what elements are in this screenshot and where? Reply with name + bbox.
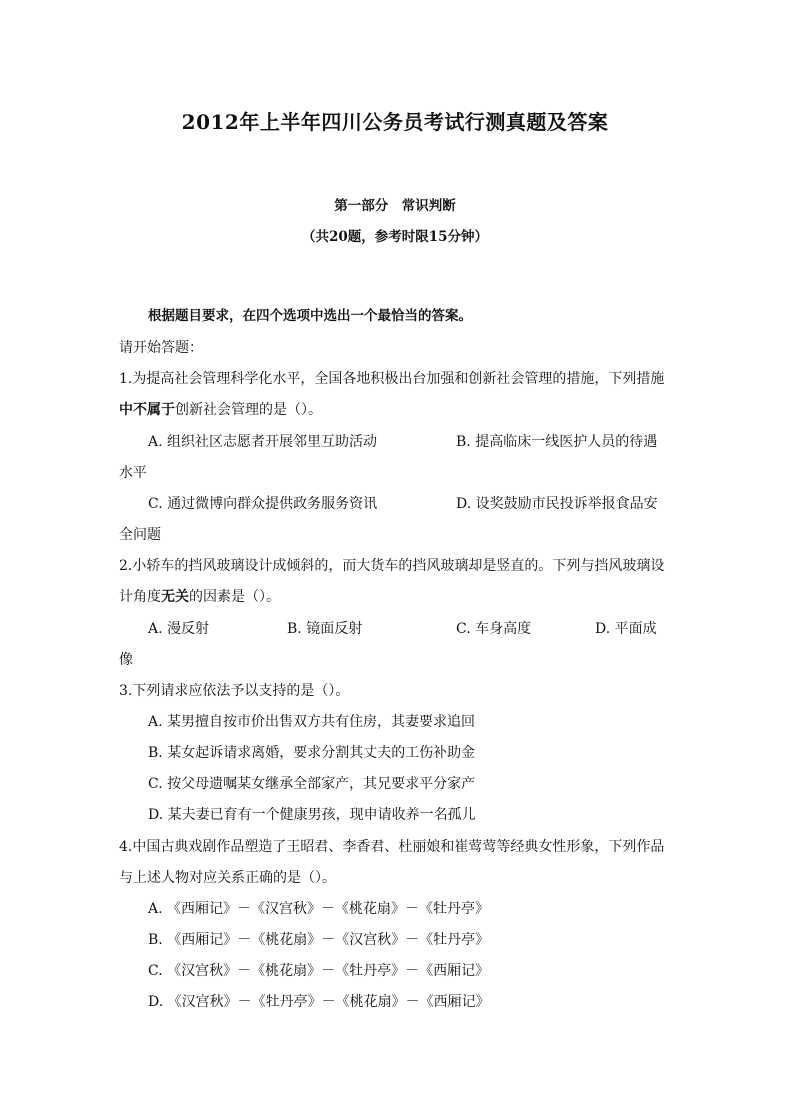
- q2-option-a: A. 漫反射: [148, 621, 210, 637]
- q4-stem-line1: 4.中国古典戏剧作品塑造了王昭君、李香君、杜丽娘和崔莺莺等经典女性形象，下列作品: [119, 839, 665, 855]
- q2-option-b: B. 镜面反射: [287, 621, 363, 637]
- q4-option-a: A. 《西厢记》－《汉宫秋》－《桃花扇》－《牡丹亭》: [148, 901, 490, 917]
- q1-option-b: B. 提高临床一线医护人员的待遇: [456, 434, 658, 450]
- q3-option-d: D. 某夫妻已育有一个健康男孩，现申请收养一名孤儿: [148, 807, 476, 823]
- part-subtitle: （共20题，参考时限15分钟）: [301, 229, 489, 245]
- part-title: 第一部分 常识判断: [334, 198, 456, 214]
- q3-option-a: A. 某男擅自按市价出售双方共有住房，其妻要求追回: [148, 714, 476, 730]
- q1-stem-line2: [119, 400, 322, 420]
- document-title: 2012年上半年四川公务员考试行测真题及答案: [181, 110, 609, 134]
- q4-option-b: B. 《西厢记》－《桃花扇》－《汉宫秋》－《牡丹亭》: [148, 932, 490, 948]
- q2-stem-pre: 计角度: [119, 589, 161, 605]
- q2-option-d-wrap: 像: [119, 652, 133, 668]
- q1-option-d: D. 设奖鼓励市民投诉举报食品安: [456, 496, 658, 512]
- q4-option-d: D. 《汉宫秋》－《牡丹亭》－《桃花扇》－《西厢记》: [148, 994, 490, 1010]
- q2-option-d: D. 平面成: [595, 621, 657, 637]
- q2-stem-rest: 的因素是（）。: [189, 589, 280, 605]
- q1-option-d-wrap: 全问题: [119, 527, 161, 543]
- q4-stem-line2: 与上述人物对应关系正确的是（）。: [119, 870, 336, 886]
- q2-option-c: C. 车身高度: [456, 621, 532, 637]
- q3-option-c: C. 按父母遗嘱某女继承全部家产，其兄要求平分家产: [148, 776, 476, 792]
- instruction-text: 根据题目要求，在四个选项中选出一个最恰当的答案。: [148, 308, 472, 324]
- q1-option-c: C. 通过微博向群众提供政务服务资讯: [148, 496, 378, 512]
- q1-stem-line1: 1.为提高社会管理科学化水平，全国各地积极出台加强和创新社会管理的措施，下列措施: [119, 371, 665, 387]
- q3-stem: 3.下列请求应依法予以支持的是（）。: [119, 683, 350, 699]
- q1-option-a: A. 组织社区志愿者开展邻里互助活动: [148, 434, 378, 450]
- q3-option-b: B. 某女起诉请求离婚，要求分割其丈夫的工伤补助金: [148, 745, 476, 761]
- q4-option-c: C. 《汉宫秋》－《桃花扇》－《牡丹亭》－《西厢记》: [148, 963, 490, 979]
- q1-option-b-wrap: 水平: [119, 465, 147, 481]
- q2-stem-line2: [119, 587, 280, 607]
- q1-emphasis: 中不属于: [119, 402, 175, 418]
- q2-emphasis: 无关: [161, 589, 189, 605]
- q1-stem-rest: 创新社会管理的是（）。: [175, 402, 322, 418]
- start-text: 请开始答题：: [119, 340, 203, 356]
- q2-stem-line1: 2.小轿车的挡风玻璃设计成倾斜的，而大货车的挡风玻璃却是竖直的。下列与挡风玻璃设: [119, 558, 665, 574]
